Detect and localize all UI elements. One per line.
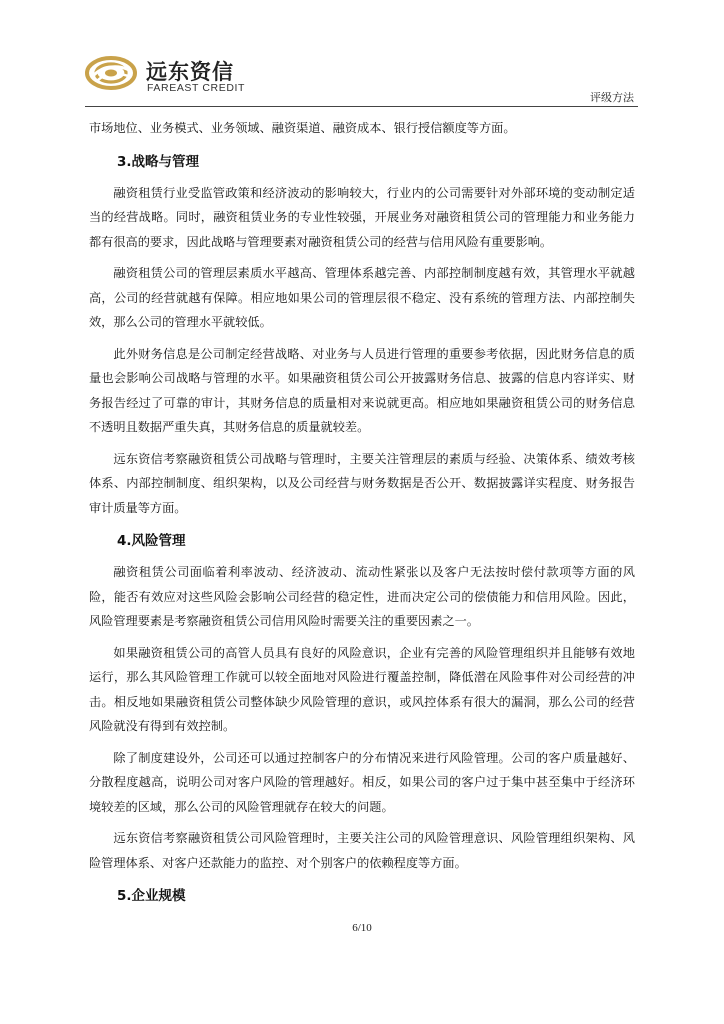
paragraph: 如果融资租赁公司的高管人员具有良好的风险意识，企业有完善的风险管理组织并且能够有效地运行，那么其风险管理工作就可以较全面地对风险进行覆盖控制，降低潜在风险事件对公司经营的冲击。相反地如果融资租赁公司整体缺少风险管理的意识，或风控体系有很大的漏洞，那么公司的经营风险就没有得到有效控制。 <box>89 645 635 733</box>
logo-english-name: FAREAST CREDIT <box>147 82 246 94</box>
document-body <box>89 116 635 915</box>
paragraph: 市场地位、业务模式、业务领域、融资渠道、融资成本、银行授信额度等方面。 <box>89 121 516 135</box>
paragraph: 此外财务信息是公司制定经营战略、对业务与人员进行管理的重要参考依据，因此财务信息的质量也会影响公司战略与管理的水平。如果融资租赁公司公开披露财务信息、披露的信息内容详实、财务报告经过了可靠的审计，其财务信息的质量相对来说就更高。相应地如果融资租赁公司的财务信息不透明且数据严重失真，其财务信息的质量就较差。 <box>89 346 635 434</box>
page-header <box>0 0 724 110</box>
paragraph: 融资租赁行业受监管政策和经济波动的影响较大，行业内的公司需要针对外部环境的变动制定适当的经营战略。同时，融资租赁业务的专业性较强，开展业务对融资租赁公司的管理能力和业务能力都有很高的要求，因此战略与管理要素对融资租赁公司的经营与信用风险有重要影响。 <box>89 185 635 249</box>
section-heading-risk: 4.风险管理 <box>117 533 186 549</box>
page-number: 6/10 <box>352 922 372 934</box>
header-section-label: 评级方法 <box>590 91 634 104</box>
paragraph: 融资租赁公司的管理层素质水平越高、管理体系越完善、内部控制制度越有效，其管理水平就越高，公司的经营就越有保障。相应地如果公司的管理层很不稳定、没有系统的管理方法、内部控制失效，那么公司的管理水平就较低。 <box>89 266 635 329</box>
logo-chinese-name: 远东资信 <box>146 60 234 84</box>
section-heading-strategy: 3.战略与管理 <box>117 153 200 170</box>
paragraph: 融资租赁公司面临着利率波动、经济波动、流动性紧张以及客户无法按时偿付款项等方面的风险，能否有效应对这些风险会影响公司经营的稳定性，进而决定公司的偿债能力和信用风险。因此，风险管理要素是考察融资租赁公司信用风险时需要关注的重要因素之一。 <box>89 565 635 628</box>
paragraph: 除了制度建设外，公司还可以通过控制客户的分布情况来进行风险管理。公司的客户质量越好、分散程度越高，说明公司对客户风险的管理越好。相反，如果公司的客户过于集中甚至集中于经济环境较差的区域，那么公司的风险管理就存在较大的问题。 <box>89 750 635 814</box>
fareast-logo-icon <box>85 55 137 91</box>
section-heading-scale: 5.企业规模 <box>117 888 186 904</box>
paragraph: 远东资信考察融资租赁公司风险管理时，主要关注公司的风险管理意识、风险管理组织架构、风险管理体系、对客户还款能力的监控、对个别客户的依赖程度等方面。 <box>89 831 635 870</box>
header-divider <box>85 106 638 107</box>
paragraph: 远东资信考察融资租赁公司战略与管理时，主要关注管理层的素质与经验、决策体系、绩效考核体系、内部控制制度、组织架构，以及公司经营与财务数据是否公开、数据披露详实程度、财务报告审计质量等方面。 <box>89 451 635 515</box>
